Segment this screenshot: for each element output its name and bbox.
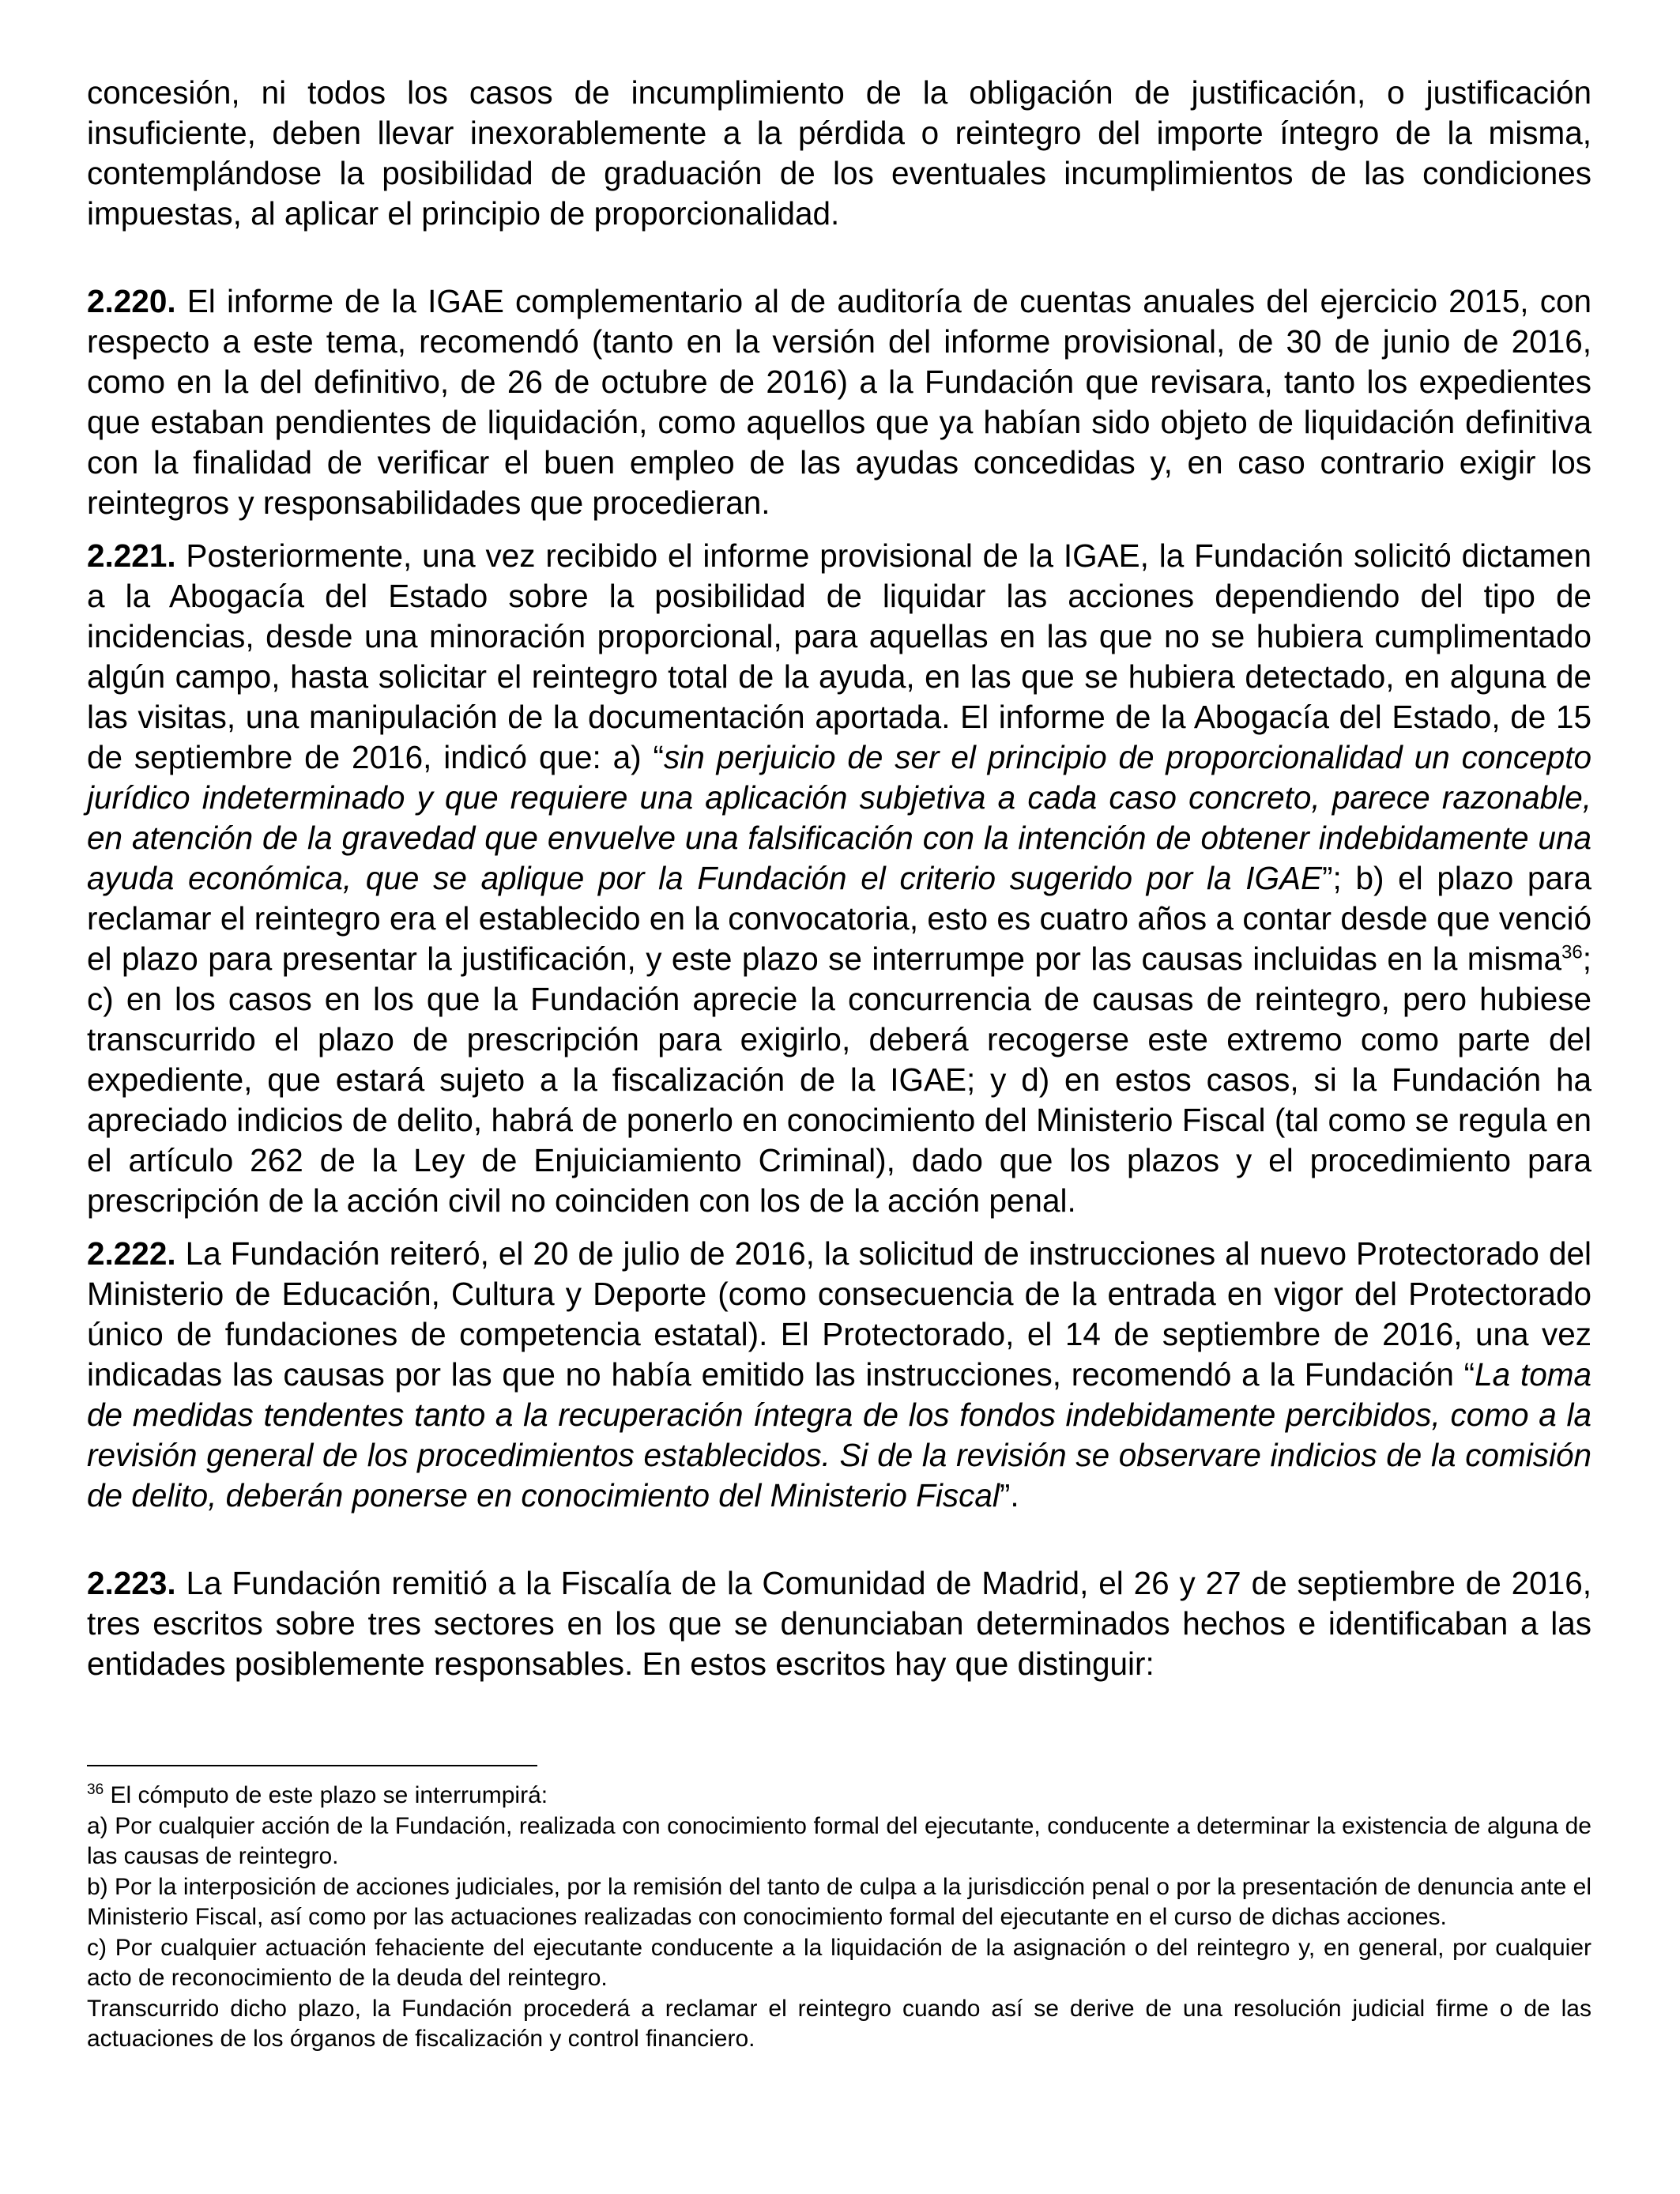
paragraph-text: El informe de la IGAE complementario al de auditoría de cuentas anuales del ejercicio 2015, con respecto a este tema, recomendó (tanto en la versión del informe provisional, de 30 de junio de 2016, como en la del definitivo, de 26 de octubre de 2016) a la Fundación que revisara, tanto los expedientes que estaban pendientes de liquidación, como aquellos que ya habían sido objeto de liquidación definitiva con la finalidad de verificar el buen empleo de las ayudas concedidas y, en caso contrario exigir los reintegros y responsabilidades que procedieran.: [87, 283, 1591, 521]
footnote-separator: [87, 1765, 537, 1766]
footnote-item-b: b) Por la interposición de acciones judiciales, por la remisión del tanto de culpa a la jurisdicción penal o por la presentación de denuncia ante el Ministerio Fiscal, así como por las actuaciones realizadas con conocimiento formal del ejecutante en el curso de dichas acciones.: [87, 1873, 1591, 1930]
paragraph-number: 2.223.: [87, 1565, 176, 1601]
paragraph-number: 2.221.: [87, 537, 176, 574]
paragraph-2-222: [87, 1234, 1591, 1516]
footnote-intro: [87, 1781, 1591, 1811]
paragraph-text: ”.: [999, 1477, 1019, 1514]
footnote-number: 36: [87, 1781, 104, 1798]
paragraph-text: Posteriormente, una vez recibido el informe provisional de la IGAE, la Fundación solicitó dictamen a la Abogacía del Estado sobre la posibilidad de liquidar las acciones dependiendo del tipo de incidencias, desde una minoración proporcional, para aquellas en las que no se hubiera cumplimentado algún campo, hasta solicitar el reintegro total de la ayuda, en las que se hubiera detectado, en alguna de las visitas, una manipulación de la documentación aportada. El informe de la Abogacía del Estado, de 15 de septiembre de 2016, indicó que: a) “: [87, 537, 1591, 775]
footnote-area: [87, 1781, 1591, 2055]
paragraph-text: concesión, ni todos los casos de incumplimiento de la obligación de justificación, o justificación insuficiente, deben llevar inexorablemente a la pérdida o reintegro del importe íntegro de la misma, contemplándose la posibilidad de graduación de los eventuales incumplimientos de las condiciones impuestas, al aplicar el principio de proporcionalidad.: [87, 74, 1591, 232]
paragraph-number: 2.222.: [87, 1235, 176, 1272]
footnote-text: El cómputo de este plazo se interrumpirá:: [104, 1782, 548, 1808]
paragraph-continuation: [87, 73, 1591, 234]
paragraph-text: ; c) en los casos en los que la Fundación aprecie la concurrencia de causas de reintegro, pero hubiese transcurrido el plazo de prescripción para exigirlo, deberá recogerse este extremo como parte del expediente, que estará sujeto a la fiscalización de la IGAE; y d) en estos casos, si la Fundación ha apreciado indicios de delito, habrá de ponerlo en conocimiento del Ministerio Fiscal (tal como se regula en el artículo 262 de la Ley de Enjuiciamiento Criminal), dado que los plazos y el procedimiento para prescripción de la acción civil no coinciden con los de la acción penal.: [87, 941, 1591, 1219]
footnote-item-c: c) Por cualquier actuación fehaciente del ejecutante conducente a la liquidación de la asignación o del reintegro y, en general, por cualquier acto de reconocimiento de la deuda del reintegro.: [87, 1934, 1591, 1991]
paragraph-text: La Fundación remitió a la Fiscalía de la Comunidad de Madrid, el 26 y 27 de septiembre de 2016, tres escritos sobre tres sectores en los que se denunciaban determinados hechos e identificaban a las entidades posiblemente responsables. En estos escritos hay que distinguir:: [87, 1565, 1591, 1682]
paragraph-2-220: [87, 281, 1591, 523]
quotation-italic: sin perjuicio de ser el principio de proporcionalidad un concepto jurídico indeterminado y que requiere una aplicación subjetiva a cada caso concreto, parece razonable, en atención de la gravedad que envuelve una falsificación con la intención de obtener indebidamente una ayuda económica, que se aplique por la Fundación el criterio sugerido por la IGAE: [87, 739, 1591, 896]
paragraph-2-223: [87, 1563, 1591, 1684]
paragraph-text: La Fundación reiteró, el 20 de julio de 2016, la solicitud de instrucciones al nuevo Protectorado del Ministerio de Educación, Cultura y Deporte (como consecuencia de la entrada en vigor del Protectorado único de fundaciones de competencia estatal). El Protectorado, el 14 de septiembre de 2016, una vez indicadas las causas por las que no había emitido las instrucciones, recomendó a la Fundación “: [87, 1235, 1591, 1393]
footnote-item-a: a) Por cualquier acción de la Fundación, realizada con conocimiento formal del ejecutante, conducente a determinar la existencia de alguna de las causas de reintegro.: [87, 1812, 1591, 1869]
quotation-italic: La toma de medidas tendentes tanto a la recuperación íntegra de los fondos indebidamente percibidos, como a la revisión general de los procedimientos establecidos. Si de la revisión se observare indicios de la comisión de delito, deberán ponerse en conocimiento del Ministerio Fiscal: [87, 1356, 1591, 1514]
paragraph-number: 2.220.: [87, 283, 176, 319]
page-body: [87, 73, 1591, 1684]
paragraph-text: ”; b) el plazo para reclamar el reintegro era el establecido en la convocatoria, esto es cuatro años a contar desde que venció el plazo para presentar la justificación, y este plazo se interrumpe por las causas incluidas en la misma: [87, 860, 1591, 977]
paragraph-2-221: [87, 536, 1591, 1221]
footnote-reference[interactable]: 36: [1561, 941, 1583, 963]
footnote-closing: Transcurrido dicho plazo, la Fundación procederá a reclamar el reintegro cuando así se derive de una resolución judicial firme o de las actuaciones de los órganos de fiscalización y control financiero.: [87, 1995, 1591, 2052]
